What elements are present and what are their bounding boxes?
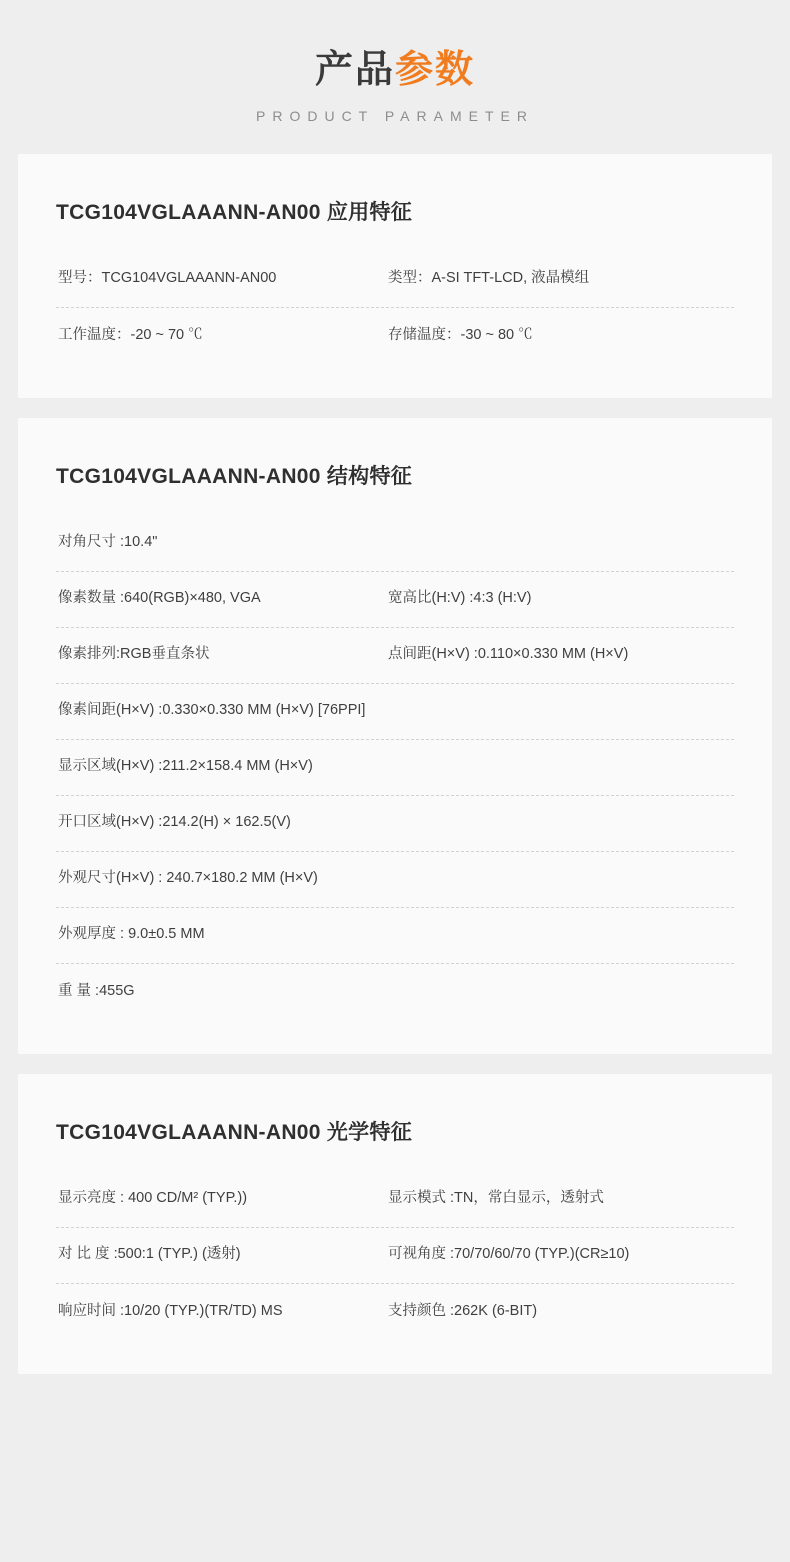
spec-weight: 重 量 :455G <box>58 982 135 999</box>
spec-pixel-count: 像素数量 :640(RGB)×480, VGA <box>58 590 261 607</box>
spec-row <box>56 796 734 852</box>
spec-response-time: 响应时间 :10/20 (TYP.)(TR/TD) MS <box>58 1302 283 1319</box>
section-application-features <box>18 154 772 398</box>
spec-dot-pitch: 点间距(H×V) :0.110×0.330 MM (H×V) <box>388 646 629 663</box>
section-structure-features <box>18 418 772 1054</box>
spec-row <box>56 572 734 628</box>
spec-viewing-angle: 可视角度 :70/70/60/70 (TYP.)(CR≥10) <box>388 1246 630 1263</box>
page-subtitle: PRODUCT PARAMETER <box>256 107 534 124</box>
spec-row <box>56 964 734 1020</box>
spec-row <box>56 1228 734 1284</box>
page-title-cn-accent: 参数 <box>395 49 476 91</box>
spec-row <box>56 628 734 684</box>
spec-row <box>56 252 734 308</box>
spec-pixel-arrangement: 像素排列:RGB垂直条状 <box>58 646 210 663</box>
spec-operating-temperature: 工作温度：-20 ~ 70 ℃ <box>58 326 203 343</box>
section-optical-features <box>18 1074 772 1374</box>
spec-brightness: 显示亮度 : 400 CD/M² (TYP.)) <box>58 1190 248 1207</box>
spec-pixel-pitch: 像素间距(H×V) :0.330×0.330 MM (H×V) [76PPI] <box>58 702 366 719</box>
spec-viewing-area: 开口区域(H×V) :214.2(H) × 162.5(V) <box>58 814 291 831</box>
spec-outline-thickness: 外观厚度 : 9.0±0.5 MM <box>58 926 205 943</box>
spec-row <box>56 852 734 908</box>
spec-outline-dimension: 外观尺寸(H×V) : 240.7×180.2 MM (H×V) <box>58 870 318 887</box>
spec-row <box>56 308 734 364</box>
spec-storage-temperature: 存储温度：-30 ~ 80 ℃ <box>388 326 533 343</box>
spec-row <box>56 516 734 572</box>
section-title: TCG104VGLAAANN-AN00 光学特征 <box>56 1120 413 1144</box>
spec-aspect-ratio: 宽高比(H:V) :4:3 (H:V) <box>388 590 532 607</box>
spec-active-area: 显示区域(H×V) :211.2×158.4 MM (H×V) <box>58 758 313 775</box>
spec-row <box>56 684 734 740</box>
page-title <box>0 48 790 94</box>
spec-contrast-ratio: 对 比 度 :500:1 (TYP.) (透射) <box>58 1246 241 1263</box>
spec-row <box>56 1284 734 1340</box>
spec-diagonal-size: 对角尺寸 :10.4" <box>58 534 158 551</box>
section-title: TCG104VGLAAANN-AN00 结构特征 <box>56 464 413 488</box>
spec-type: 类型：A-SI TFT-LCD, 液晶模组 <box>388 270 590 287</box>
spec-row <box>56 1172 734 1228</box>
page-header <box>0 0 790 154</box>
spec-row <box>56 908 734 964</box>
spec-display-mode: 显示模式 :TN，常白显示，透射式 <box>388 1190 604 1207</box>
spec-supported-colors: 支持颜色 :262K (6-BIT) <box>388 1302 538 1319</box>
section-title: TCG104VGLAAANN-AN00 应用特征 <box>56 200 413 224</box>
page-title-cn-primary: 产品 <box>314 49 395 91</box>
spec-row <box>56 740 734 796</box>
spec-model: 型号：TCG104VGLAAANN-AN00 <box>58 270 277 287</box>
